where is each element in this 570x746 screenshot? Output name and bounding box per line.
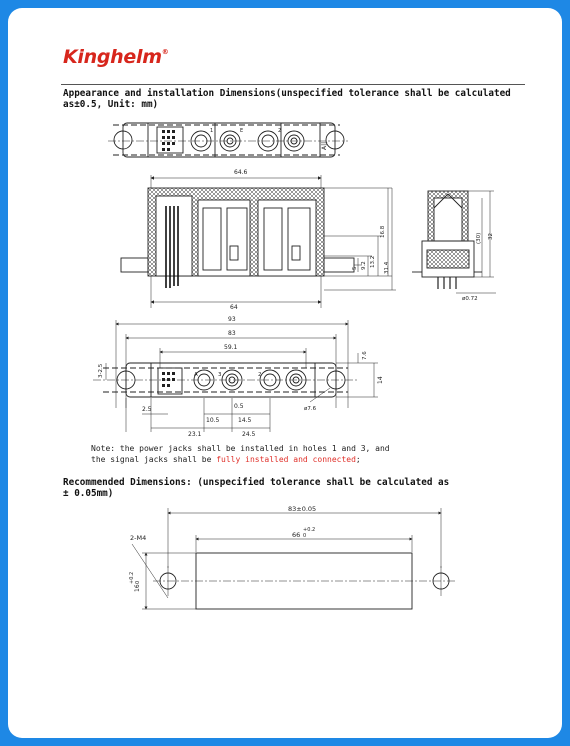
hole-label-a: A — [194, 372, 198, 378]
dim-front-2: 13.2 — [370, 255, 376, 268]
dim-front-bottom: 64 — [230, 304, 238, 311]
dim-front-5: 31.4 — [384, 261, 390, 274]
dim-cutout-height-tol-lower: 0 — [135, 580, 141, 584]
section2-title-line-2: ± 0.05mm) — [63, 488, 114, 499]
dim-cutout-holes: 2-M4 — [130, 534, 147, 542]
dim-side-pin: ø0.72 — [462, 296, 478, 302]
technical-drawing — [8, 8, 562, 738]
pos-label-2: 2 — [278, 128, 282, 134]
dim-83: 83 — [228, 330, 236, 337]
note-line-2-prefix: the signal jacks shall be — [91, 455, 217, 464]
hole-label-3: 3 — [218, 372, 222, 378]
dim-cutout-window: 66 — [292, 531, 301, 539]
note-line-2-suffix: ; — [355, 455, 361, 464]
dim-23-1: 23.1 — [188, 431, 202, 438]
note-line-2 — [91, 454, 390, 465]
dim-2-5: 2.5 — [142, 406, 152, 413]
dim-hole: ø7.6 — [304, 406, 317, 412]
side-view — [412, 191, 496, 293]
section2-title-line-1: Recommended Dimensions: (unspecified tolerance shall be calculated as — [63, 477, 450, 488]
top-view — [108, 123, 348, 157]
dim-59-1: 59.1 — [224, 344, 238, 351]
dim-front-3: 9.2 — [361, 261, 367, 270]
document-page — [8, 8, 562, 738]
dim-cutout-height: 16 — [134, 584, 141, 592]
registered-mark: ® — [161, 48, 169, 56]
note-line-1: Note: the power jacks shall be installed in holes 1 and 3, and — [91, 444, 390, 453]
dim-0-5: 0.5 — [234, 403, 244, 410]
dim-14: 14 — [377, 376, 384, 384]
section-title-recommended — [63, 477, 449, 499]
dim-cutout-overall: 83±0.05 — [288, 505, 317, 513]
dim-cutout-height-tol-upper: +0.2 — [129, 571, 135, 584]
dim-3-2-5: 3-2.5 — [98, 363, 104, 378]
dim-7-6: 7.6 — [362, 351, 368, 360]
installation-note — [91, 443, 390, 465]
pos-label-e: E — [240, 128, 244, 134]
front-view — [121, 175, 396, 308]
dim-24-5: 24.5 — [242, 431, 256, 438]
dim-front-1: 16.8 — [380, 225, 386, 238]
side-label: A|| — [321, 141, 328, 150]
dim-front-4: 5 — [352, 266, 358, 270]
brand-name: Kinghelm — [63, 46, 162, 68]
dim-cutout-window-tol-upper: +0.2 — [303, 527, 316, 533]
dim-cutout-window-tol-lower: 0 — [303, 533, 307, 539]
section-title-line-2: as±0.5, Unit: mm) — [63, 99, 159, 110]
dim-93: 93 — [228, 316, 236, 323]
dim-10-5: 10.5 — [206, 417, 220, 424]
dim-side-outer: 32 — [488, 233, 494, 240]
note-highlight: fully installed and connected — [216, 455, 356, 464]
dim-front-top: 64.6 — [234, 169, 248, 176]
section-title-line-1: Appearance and installation Dimensions(unspecified tolerance shall be calculated — [63, 88, 511, 99]
dim-14-5: 14.5 — [238, 417, 252, 424]
pos-label-1: 1 — [210, 128, 214, 134]
hole-label-2: 2 — [258, 372, 262, 378]
panel-cutout — [132, 508, 456, 609]
dim-side-inner: (30) — [476, 232, 482, 244]
